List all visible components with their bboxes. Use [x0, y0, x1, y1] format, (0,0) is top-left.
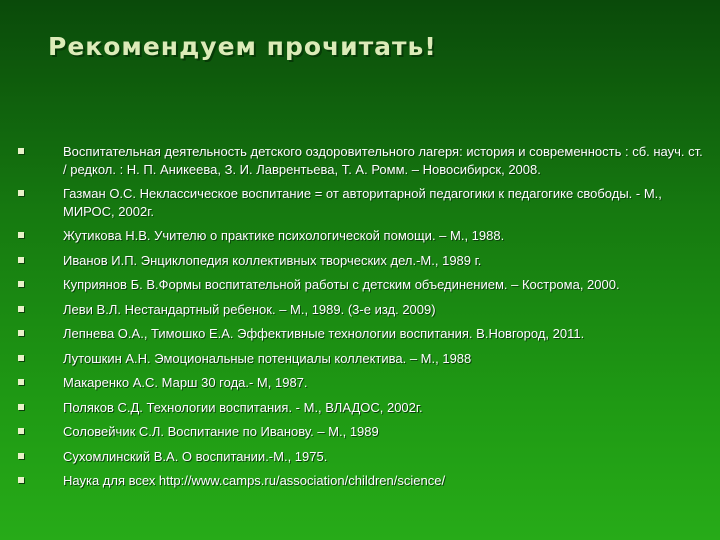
- reference-text: Воспитательная деятельность детского оздоровительного лагеря: история и современность : сб. науч. ст. / редкол. : Н. П. Аникеева, З. И. Лаврентьева, Т. А. Ромм. – Новосибирск, 2008.: [63, 144, 703, 177]
- reference-item: [18, 325, 708, 343]
- reference-item: [18, 448, 708, 466]
- reference-item: [18, 374, 708, 392]
- bullet-icon: [18, 453, 24, 459]
- reference-item: [18, 472, 708, 490]
- reference-item: [18, 185, 708, 220]
- bullet-icon: [18, 257, 24, 263]
- reference-text: Лепнева О.А., Тимошко Е.А. Эффективные технологии воспитания. В.Новгород, 2011.: [63, 326, 585, 341]
- bullet-icon: [18, 404, 24, 410]
- reference-item: [18, 399, 708, 417]
- reference-item: [18, 143, 708, 178]
- reference-text: Куприянов Б. В.Формы воспитательной работы с детским объединением. – Кострома, 2000.: [63, 277, 620, 292]
- bullet-icon: [18, 190, 24, 196]
- reference-text: Макаренко А.С. Марш 30 года.- М, 1987.: [63, 375, 308, 390]
- reference-item: [18, 227, 708, 245]
- bullet-icon: [18, 379, 24, 385]
- reference-text: Жутикова Н.В. Учителю о практике психологической помощи. – М., 1988.: [63, 228, 505, 243]
- reference-item: [18, 276, 708, 294]
- reference-item: [18, 423, 708, 441]
- reference-item: [18, 350, 708, 368]
- reference-text: Лутошкин А.Н. Эмоциональные потенциалы коллектива. – М., 1988: [63, 350, 472, 366]
- bullet-icon: [18, 148, 24, 154]
- bullet-icon: [18, 477, 24, 483]
- bullet-icon: [18, 428, 24, 434]
- bullet-icon: [18, 306, 24, 312]
- reference-text: Леви В.Л. Нестандартный ребенок. – М., 1989. (3-е изд. 2009): [63, 301, 436, 317]
- bullet-icon: [18, 330, 24, 336]
- reference-text: Наука для всех http://www.camps.ru/association/children/science/: [63, 473, 446, 488]
- reference-text: Сухомлинский В.А. О воспитании.-М., 1975.: [63, 448, 328, 464]
- bullet-icon: [18, 232, 24, 238]
- reference-text: Иванов И.П. Энциклопедия коллективных творческих дел.-М., 1989 г.: [63, 252, 482, 268]
- bullet-icon: [18, 355, 24, 361]
- bullet-icon: [18, 281, 24, 287]
- reference-list: [18, 143, 708, 497]
- reference-text: Соловейчик С.Л. Воспитание по Иванову. – М., 1989: [63, 424, 379, 439]
- reference-item: [18, 301, 708, 319]
- reference-item: [18, 252, 708, 270]
- reference-text: Поляков С.Д. Технологии воспитания. - М., ВЛАДОС, 2002г.: [63, 399, 423, 415]
- slide-title: Рекомендуем прочитать!: [48, 32, 437, 61]
- reference-text: Газман О.С. Неклассическое воспитание = от авторитарной педагогики к педагогике свободы. - М., МИРОС, 2002г.: [63, 186, 662, 219]
